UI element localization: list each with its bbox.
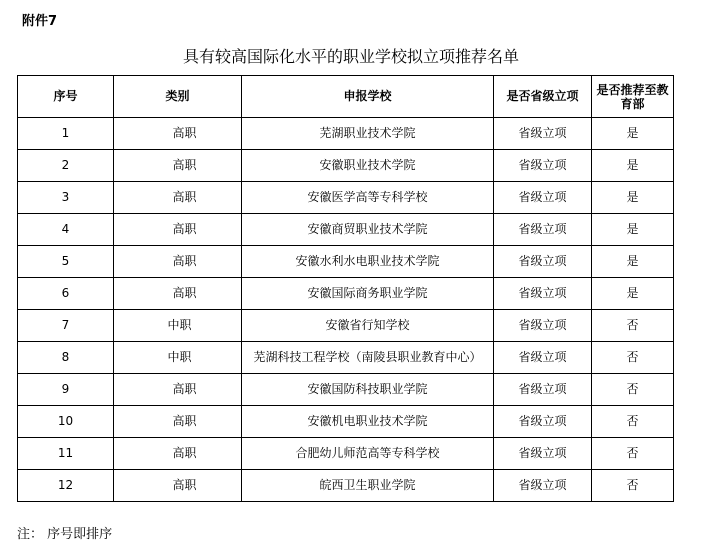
cell-category: 中职 [114,310,242,342]
cell-school: 芜湖职业技术学院 [242,118,494,150]
cell-number: 2 [18,150,114,182]
table-row [18,374,674,406]
table-header [18,76,674,118]
table-row [18,278,674,310]
table-row [18,150,674,182]
cell-provincial: 省级立项 [494,406,592,438]
table-row [18,310,674,342]
cell-number: 11 [18,438,114,470]
cell-category: 高职 [114,278,242,310]
cell-recommended: 是 [592,214,674,246]
cell-recommended: 是 [592,150,674,182]
cell-provincial: 省级立项 [494,182,592,214]
school-list-table [17,75,674,502]
cell-school: 安徽机电职业技术学院 [242,406,494,438]
cell-recommended: 否 [592,310,674,342]
table-body [18,118,674,502]
cell-school: 安徽国际商务职业学院 [242,278,494,310]
table-row [18,470,674,502]
cell-school: 皖西卫生职业学院 [242,470,494,502]
cell-school: 安徽商贸职业技术学院 [242,214,494,246]
column-header-recommended: 是否推荐至教育部 [592,76,674,118]
cell-provincial: 省级立项 [494,118,592,150]
cell-number: 12 [18,470,114,502]
cell-recommended: 否 [592,438,674,470]
cell-number: 7 [18,310,114,342]
column-header-number: 序号 [18,76,114,118]
cell-school: 芜湖科技工程学校（南陵县职业教育中心） [242,342,494,374]
cell-provincial: 省级立项 [494,278,592,310]
cell-number: 3 [18,182,114,214]
cell-recommended: 是 [592,118,674,150]
cell-school: 安徽国防科技职业学院 [242,374,494,406]
cell-school: 安徽职业技术学院 [242,150,494,182]
cell-provincial: 省级立项 [494,310,592,342]
cell-category: 高职 [114,246,242,278]
cell-provincial: 省级立项 [494,214,592,246]
table-row [18,342,674,374]
header-row [18,76,674,118]
cell-category: 高职 [114,438,242,470]
cell-number: 6 [18,278,114,310]
cell-recommended: 是 [592,182,674,214]
cell-category: 高职 [114,118,242,150]
attachment-label: 附件7 [22,14,58,29]
cell-number: 9 [18,374,114,406]
table-row [18,246,674,278]
cell-category: 高职 [114,470,242,502]
table-row [18,406,674,438]
cell-recommended: 是 [592,246,674,278]
cell-number: 4 [18,214,114,246]
cell-category: 中职 [114,342,242,374]
cell-provincial: 省级立项 [494,470,592,502]
cell-provincial: 省级立项 [494,246,592,278]
column-header-school: 申报学校 [242,76,494,118]
cell-recommended: 否 [592,374,674,406]
cell-school: 安徽水利水电职业技术学院 [242,246,494,278]
cell-provincial: 省级立项 [494,342,592,374]
cell-category: 高职 [114,374,242,406]
table-row [18,214,674,246]
column-header-provincial: 是否省级立项 [494,76,592,118]
cell-number: 10 [18,406,114,438]
cell-school: 合肥幼儿师范高等专科学校 [242,438,494,470]
cell-number: 5 [18,246,114,278]
footnote: 注： 序号即排序 [17,527,113,542]
cell-provincial: 省级立项 [494,150,592,182]
cell-recommended: 是 [592,278,674,310]
cell-school: 安徽医学高等专科学校 [242,182,494,214]
cell-recommended: 否 [592,406,674,438]
cell-provincial: 省级立项 [494,374,592,406]
cell-category: 高职 [114,150,242,182]
cell-provincial: 省级立项 [494,438,592,470]
cell-school: 安徽省行知学校 [242,310,494,342]
cell-number: 1 [18,118,114,150]
cell-category: 高职 [114,406,242,438]
cell-recommended: 否 [592,342,674,374]
table-row [18,182,674,214]
cell-number: 8 [18,342,114,374]
document-title: 具有较高国际化水平的职业学校拟立项推荐名单 [182,47,519,66]
cell-recommended: 否 [592,470,674,502]
column-header-category: 类别 [114,76,242,118]
table-row [18,438,674,470]
table-row [18,118,674,150]
cell-category: 高职 [114,214,242,246]
cell-category: 高职 [114,182,242,214]
